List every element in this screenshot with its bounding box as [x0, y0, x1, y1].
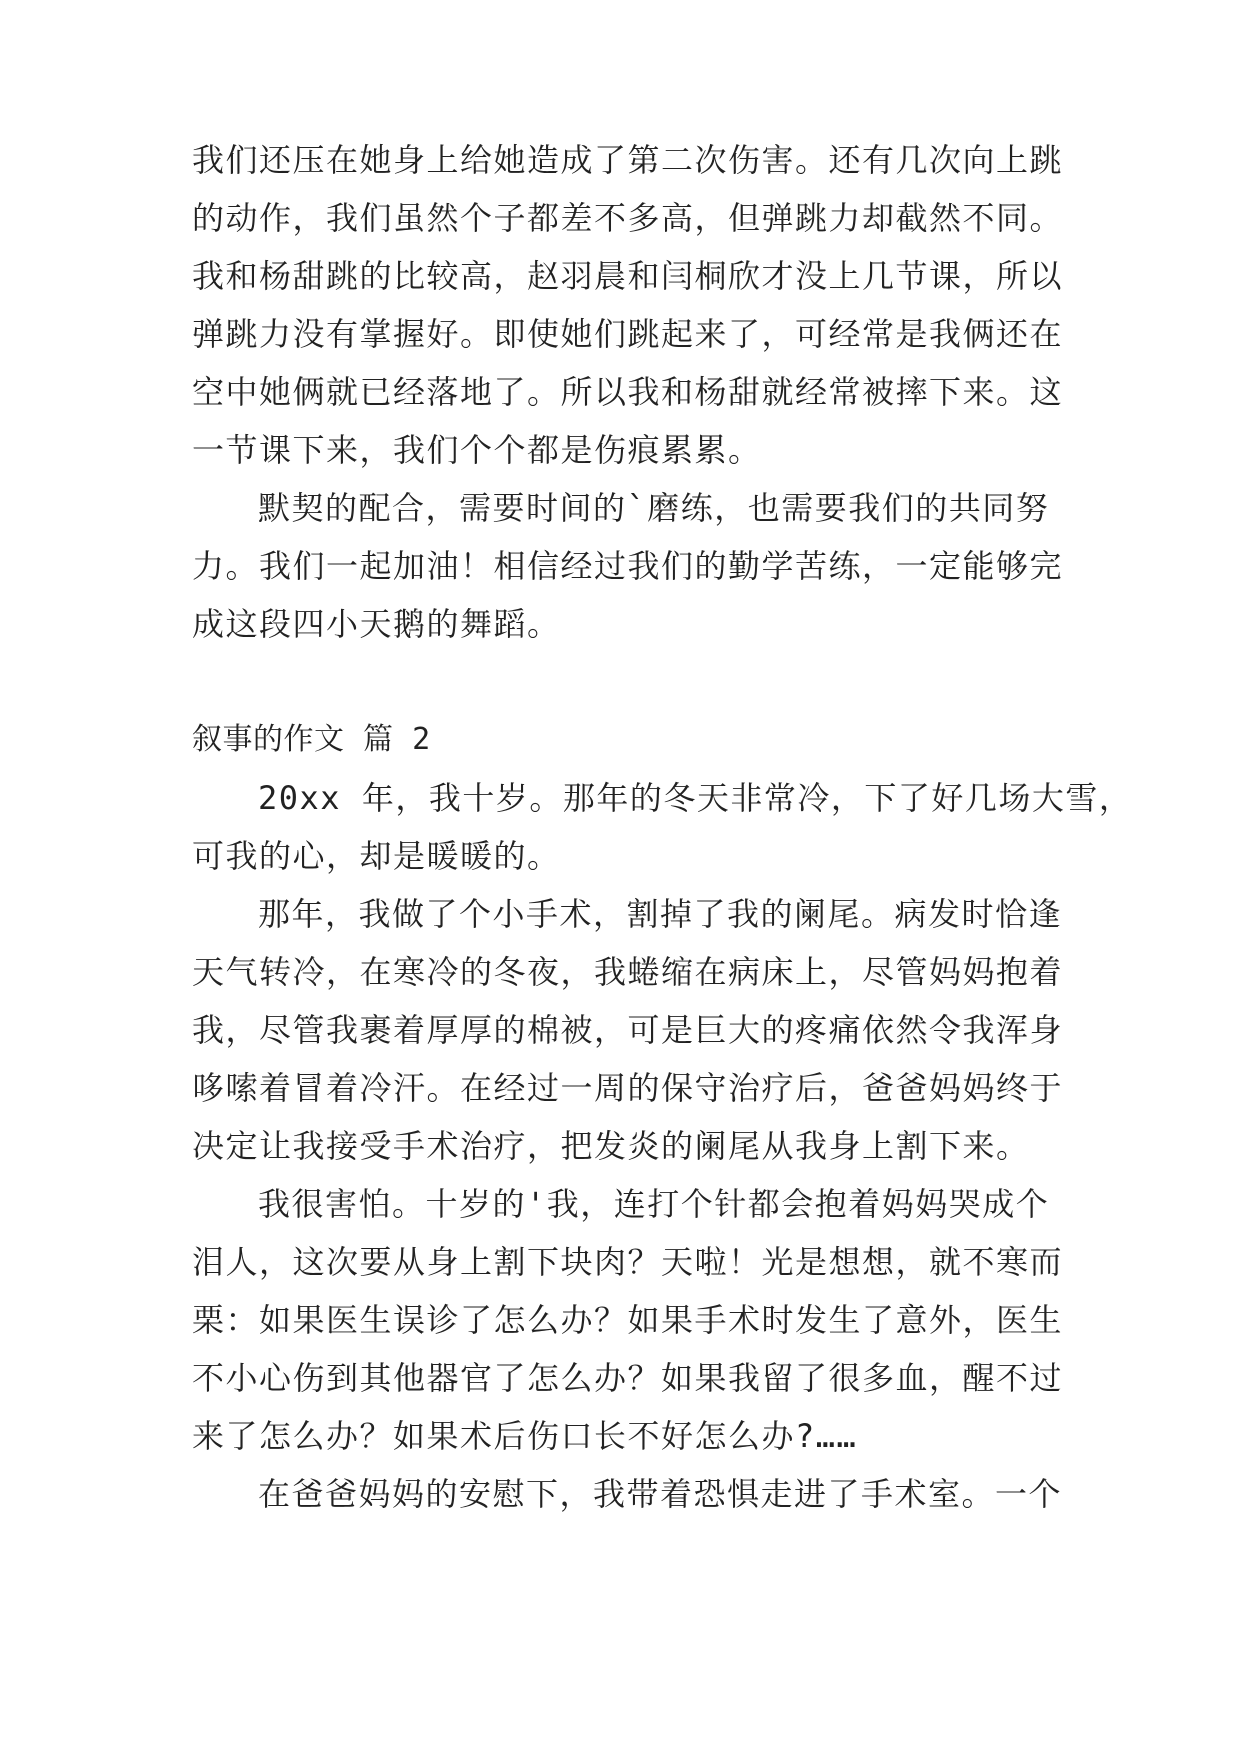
paragraph-line: 那年，我做了个小手术，割掉了我的阑尾。病发时恰逢	[258, 895, 1063, 933]
paragraph-line: 不小心伤到其他器官了怎么办？如果我留了很多血，醒不过	[192, 1359, 1064, 1397]
paragraph-line: 默契的配合，需要时间的`磨练，也需要我们的共同努	[258, 489, 1050, 527]
paragraph-line: 在爸爸妈妈的安慰下，我带着恐惧走进了手术室。一个	[258, 1475, 1063, 1513]
paragraph-line: 我们还压在她身上给她造成了第二次伤害。还有几次向上跳	[192, 141, 1064, 179]
paragraph-line: 栗：如果医生误诊了怎么办？如果手术时发生了意外，医生	[192, 1301, 1064, 1339]
paragraph-line: 我，尽管我裹着厚厚的棉被，可是巨大的疼痛依然令我浑身	[192, 1011, 1064, 1049]
paragraph-line: 20xx 年，我十岁。那年的冬天非常冷，下了好几场大雪，	[258, 779, 1133, 817]
paragraph-line: 成这段四小天鹅的舞蹈。	[192, 605, 561, 643]
paragraph-line: 我和杨甜跳的比较高，赵羽晨和闫桐欣才没上几节课，所以	[192, 257, 1064, 295]
paragraph-line: 的动作，我们虽然个子都差不多高，但弹跳力却截然不同。	[192, 199, 1064, 237]
paragraph-line: 弹跳力没有掌握好。即使她们跳起来了，可经常是我俩还在	[192, 315, 1064, 353]
paragraph-line: 可我的心，却是暖暖的。	[192, 837, 561, 875]
section-heading: 叙事的作文 篇 2	[192, 722, 431, 757]
paragraph-line: 力。我们一起加油！相信经过我们的勤学苦练，一定能够完	[192, 547, 1064, 585]
paragraph-line: 一节课下来，我们个个都是伤痕累累。	[192, 431, 762, 469]
paragraph-line: 天气转冷，在寒冷的冬夜，我蜷缩在病床上，尽管妈妈抱着	[192, 953, 1064, 991]
paragraph-line: 决定让我接受手术治疗，把发炎的阑尾从我身上割下来。	[192, 1127, 1030, 1165]
paragraph-line: 哆嗦着冒着冷汗。在经过一周的保守治疗后，爸爸妈妈终于	[192, 1069, 1064, 1107]
paragraph-line: 空中她俩就已经落地了。所以我和杨甜就经常被摔下来。这	[192, 373, 1064, 411]
paragraph-line: 来了怎么办？如果术后伤口长不好怎么办?……	[192, 1417, 858, 1455]
paragraph-line: 泪人，这次要从身上割下块肉？天啦！光是想想，就不寒而	[192, 1243, 1064, 1281]
paragraph-line: 我很害怕。十岁的'我，连打个针都会抱着妈妈哭成个	[258, 1185, 1050, 1223]
